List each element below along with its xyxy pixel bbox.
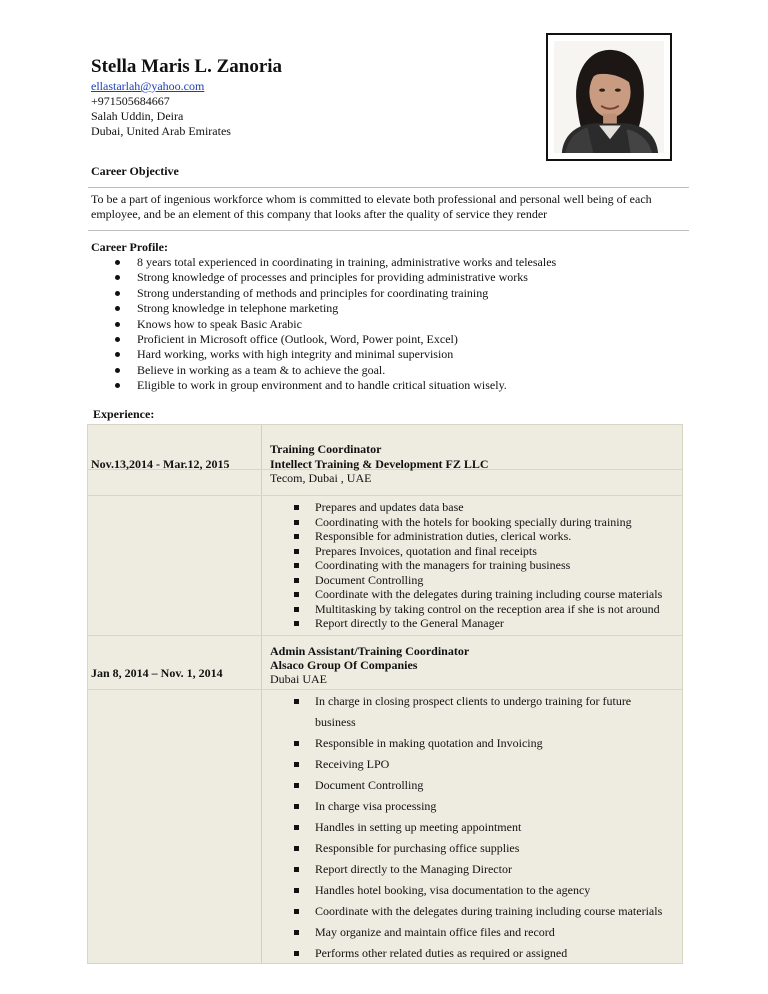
profile-photo <box>546 33 672 161</box>
profile-item: Strong knowledge of processes and principles for providing administrative works <box>113 270 556 285</box>
duty-item: Handles in setting up meeting appointment <box>293 817 662 838</box>
profile-heading: Career Profile: <box>91 240 168 254</box>
profile-item: Hard working, works with high integrity and minimal supervision <box>113 347 556 362</box>
phone-number: +971505684667 <box>91 94 170 108</box>
address-line-1: Salah Uddin, Deira <box>91 109 184 123</box>
address-line-2: Dubai, United Arab Emirates <box>91 124 231 138</box>
duty-item: Prepares Invoices, quotation and final receipts <box>293 544 662 559</box>
duty-item: Report directly to the General Manager <box>293 616 662 631</box>
duty-item: Responsible for administration duties, clerical works. <box>293 529 662 544</box>
duty-item: In charge in closing prospect clients to undergo training for future <box>293 691 662 712</box>
objective-heading: Career Objective <box>91 164 179 178</box>
duty-item: May organize and maintain office files and record <box>293 922 662 943</box>
job-dates: Nov.13,2014 - Mar.12, 2015 <box>91 457 230 471</box>
job-title: Admin Assistant/Training Coordinator <box>270 644 470 658</box>
job-title: Training Coordinator <box>270 442 382 456</box>
duty-item: Handles hotel booking, visa documentation to the agency <box>293 880 662 901</box>
duty-item: Coordinating with the managers for training business <box>293 558 662 573</box>
profile-item: Believe in working as a team & to achieve the goal. <box>113 363 556 378</box>
job-company: Intellect Training & Development FZ LLC <box>270 457 489 471</box>
job-company: Alsaco Group Of Companies <box>270 658 418 672</box>
row-line <box>88 689 682 690</box>
duty-item: Report directly to the Managing Director <box>293 859 662 880</box>
profile-item: Strong knowledge in telephone marketing <box>113 301 556 316</box>
profile-item: 8 years total experienced in coordinating in training, administrative works and telesales <box>113 255 556 270</box>
profile-item: Knows how to speak Basic Arabic <box>113 317 556 332</box>
job-duties-list <box>293 691 662 964</box>
experience-table <box>87 424 683 964</box>
job-location: Tecom, Dubai , UAE <box>270 471 372 485</box>
duty-item: Document Controlling <box>293 573 662 588</box>
duty-item: Document Controlling <box>293 775 662 796</box>
duty-item: Responsible for purchasing office supplies <box>293 838 662 859</box>
duty-item: Responsible in making quotation and Invoicing <box>293 733 662 754</box>
applicant-name: Stella Maris L. Zanoria <box>91 56 283 77</box>
job-dates: Jan 8, 2014 – Nov. 1, 2014 <box>91 666 223 680</box>
profile-item: Proficient in Microsoft office (Outlook, Word, Power point, Excel) <box>113 332 556 347</box>
objective-text: To be a part of ingenious workforce whom is committed to elevate both professional and personal well being of each employee, and be an element of this company that looks after the quality of service they render <box>91 192 652 221</box>
job-location: Dubai UAE <box>270 672 327 686</box>
duty-item: Receiving LPO <box>293 754 662 775</box>
duty-item: Prepares and updates data base <box>293 500 662 515</box>
profile-list <box>113 255 556 394</box>
column-divider <box>261 425 262 963</box>
row-line <box>88 495 682 496</box>
objective-bottom-rule <box>88 230 689 231</box>
duty-item-continuation: business <box>315 715 356 729</box>
email-link[interactable]: ellastarlah@yahoo.com <box>91 79 205 93</box>
objective-top-rule <box>88 187 689 188</box>
duty-item: Performs other related duties as required or assigned <box>293 943 662 964</box>
duty-item: Multitasking by taking control on the reception area if she is not around <box>293 602 662 617</box>
job-duties-list <box>293 500 662 631</box>
profile-item: Strong understanding of methods and principles for coordinating training <box>113 286 556 301</box>
duty-item: Coordinate with the delegates during training including course materials <box>293 901 662 922</box>
row-line <box>88 635 682 636</box>
duty-item: In charge visa processing <box>293 796 662 817</box>
experience-heading: Experience: <box>93 407 155 421</box>
duty-item: Coordinating with the hotels for booking specially during training <box>293 515 662 530</box>
portrait-image <box>554 41 664 153</box>
duty-item: Coordinate with the delegates during training including course materials <box>293 587 662 602</box>
profile-item: Eligible to work in group environment and to handle critical situation wisely. <box>113 378 556 393</box>
